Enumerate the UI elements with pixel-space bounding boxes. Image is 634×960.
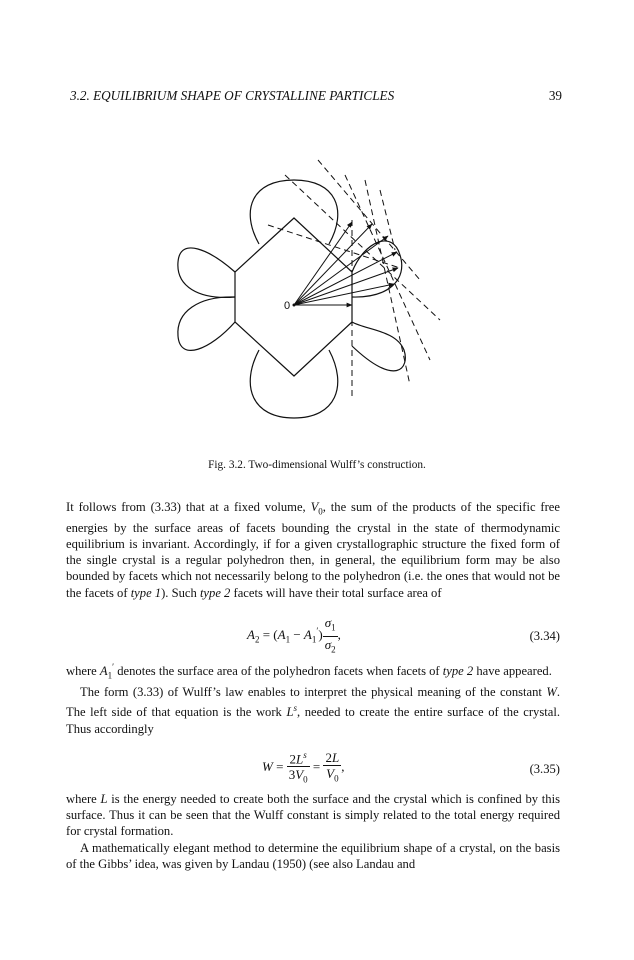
math-symbol: V (310, 500, 319, 514)
text-run: facets will have their total surface area of (230, 585, 442, 600)
body-paragraph-2 (66, 659, 560, 737)
page-number: 39 (548, 88, 562, 103)
math-superscript: ′ (112, 662, 115, 672)
dashed-line (318, 160, 420, 280)
math-subscript: 0 (318, 506, 323, 517)
origin-point (293, 304, 296, 307)
equation-number: (3.34) (529, 629, 560, 643)
equation-3-34 (0, 615, 634, 655)
dashed-line (285, 175, 440, 320)
text-run: have appeared. (473, 664, 552, 679)
emphasis: type 2 (442, 664, 474, 679)
emphasis: type 2 (199, 585, 231, 600)
dashed-line (365, 180, 410, 385)
equation-body: $A_2 = (A_1 - A_1')$ $\frac{\sigma_1}{\sigma_2}$ , (247, 615, 341, 657)
math-symbol: W (546, 684, 557, 699)
math-superscript: s (293, 703, 297, 714)
text-run: , the sum of the products of the specific free energies by the surface areas of facets bounding the crystal in the state of thermodynamic equilibrium is invariant. Accordingly, if for a given crystallographic structure the fixed form of the single crystal is a regular polyhedron then, in general, the equilibrium form may be also bounded by facets which not necessarily belong to the polyhedron (i.e. the ones that would not be the facets of (66, 500, 560, 600)
text-run: ). Such (161, 585, 200, 600)
running-head: 3.2. EQUILIBRIUM SHAPE OF CRYSTALLINE PARTICLES (70, 88, 395, 103)
math-symbol: L (286, 705, 294, 720)
equation-body: W = $\frac{2L^s}{3V_0}$ = $\frac{2L}{V_0}$ , (262, 748, 344, 788)
dashed-line (268, 225, 400, 268)
body-paragraph-3 (66, 791, 560, 872)
petal-upper-left (178, 248, 235, 297)
text-run: denotes the surface area of the polyhedron facets when facets of (114, 664, 443, 679)
equation-3-35 (0, 748, 634, 784)
fraction: $\frac{\sigma_1}{\sigma_2}$ (324, 615, 336, 655)
text-run: . The left side of that equation is the work (66, 684, 560, 720)
text-run: The form (3.33) of Wulff’s law enables to interpret the physical meaning of the constant (80, 684, 547, 699)
wulff-construction-figure (0, 0, 634, 460)
petal-lower-left (178, 297, 235, 350)
text-run: where (66, 664, 100, 679)
text-run: where (66, 792, 101, 806)
petal-bottom (250, 350, 338, 418)
fraction: $\frac{2L^s}{3V_0}$ (288, 750, 308, 785)
emphasis: type 1 (130, 585, 162, 600)
text-run: , needed to create the entire surface of the crystal. Thus accordingly (66, 705, 560, 736)
vector-arrow (294, 252, 397, 305)
dashed-line (345, 175, 430, 360)
math-symbol: A (99, 664, 108, 679)
figure-caption: Fig. 3.2. Two-dimensional Wulff’s construction. (208, 459, 426, 471)
text-run: It follows from (3.33) that at a fixed volume, (66, 500, 311, 514)
equation-number: (3.35) (529, 762, 560, 776)
math-symbol: L (100, 792, 108, 806)
fraction: $\frac{2L}{V_0}$ (325, 749, 340, 784)
body-paragraph-1 (66, 499, 560, 601)
text-run: A mathematically elegant method to determine the equilibrium shape of a crystal, on the basis of the Gibbs’ idea, was given by Landau (1950) (see also Landau and (66, 840, 560, 871)
origin-label: 0 (284, 300, 291, 312)
text-run: is the energy needed to create both the surface and the crystal which is confined by this surface. Thus it can be seen that the Wulff constant is simply related to the total energy required for crystal formation. (66, 792, 560, 839)
math-subscript: 1 (107, 670, 113, 681)
